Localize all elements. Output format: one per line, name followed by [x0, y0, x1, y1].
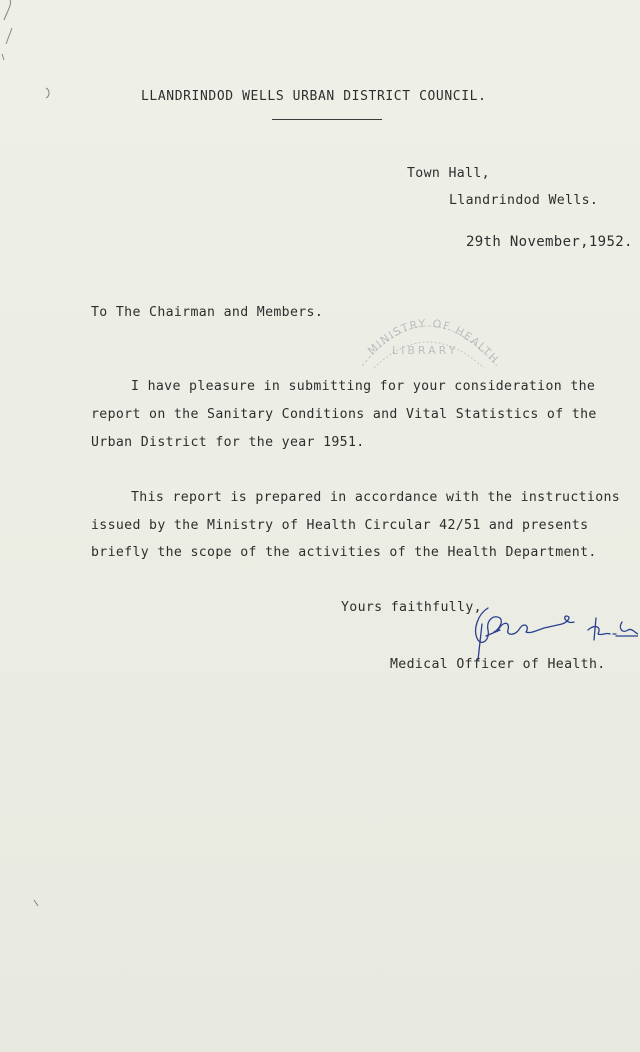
library-stamp: [352, 302, 502, 380]
paragraph-1-line-2: report on the Sanitary Conditions and Vital Statistics of the: [91, 407, 597, 422]
stamp-top-text: MINISTRY OF HEALTH: [365, 316, 502, 367]
closing: Yours faithfully,: [341, 600, 482, 615]
stamp-center-text: LIBRARY: [392, 344, 459, 357]
signer-title: Medical Officer of Health.: [390, 657, 606, 672]
paragraph-1-line-3: Urban District for the year 1951.: [91, 435, 365, 450]
salutation: To The Chairman and Members.: [91, 305, 324, 320]
paragraph-2-line-1: This report is prepared in accordance with the instructions: [131, 490, 621, 505]
letter-date: 29th November,1952.: [466, 234, 633, 250]
paragraph-2-line-2: issued by the Ministry of Health Circular 42/51 and presents: [91, 518, 589, 533]
council-heading: LLANDRINDOD WELLS URBAN DISTRICT COUNCIL.: [141, 89, 487, 104]
paragraph-2-line-3: briefly the scope of the activities of the Health Department.: [91, 545, 597, 560]
address-line-2: Llandrindod Wells.: [449, 193, 599, 208]
address-line-1: Town Hall,: [407, 166, 490, 181]
heading-underline: [272, 119, 382, 120]
paragraph-1-line-1: I have pleasure in submitting for your consideration the: [131, 379, 596, 394]
handwritten-signature: [438, 600, 638, 664]
